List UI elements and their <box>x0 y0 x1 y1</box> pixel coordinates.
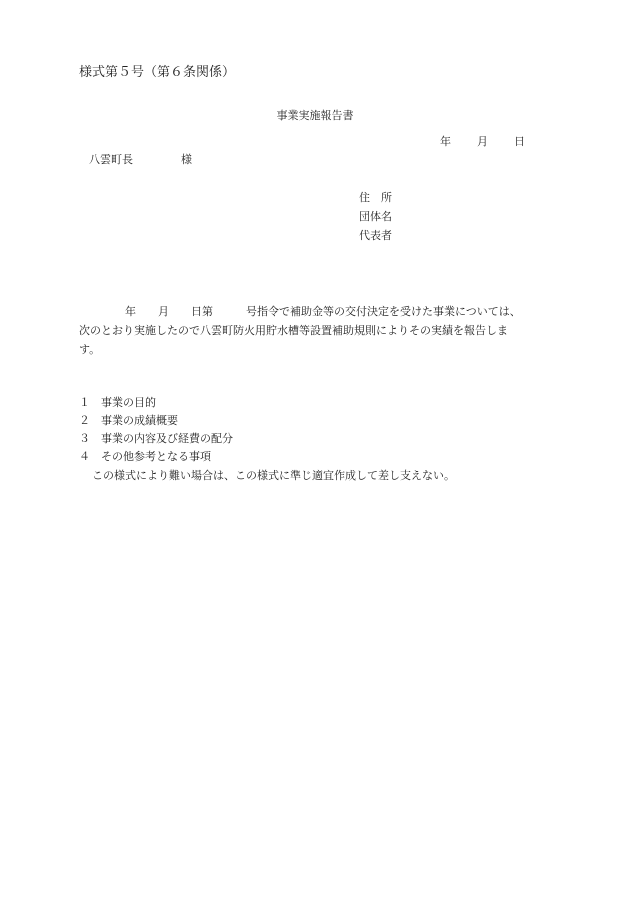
item-number: ３ <box>79 432 90 445</box>
list-item <box>79 450 211 464</box>
report-body <box>79 302 553 359</box>
form-number: 様式第５号（第６条関係） <box>79 65 236 80</box>
item-label: 事業の内容及び経費の配分 <box>101 432 233 445</box>
body-line-3: す。 <box>79 343 101 356</box>
addressee <box>89 153 192 167</box>
list-item <box>79 414 178 428</box>
item-number: ２ <box>79 414 90 427</box>
form-note: この様式により難い場合は、この様式に準じ適宜作成して差し支えない。 <box>92 469 455 482</box>
body-line-2: 次のとおり実施したので八雲町防火用貯水槽等設置補助規則によりその実績を報告しま <box>79 324 508 337</box>
list-item <box>79 432 233 446</box>
item-number: ４ <box>79 450 90 463</box>
item-label: 事業の成績概要 <box>101 414 178 427</box>
group-name-label: 団体名 <box>359 210 392 223</box>
date-line <box>440 135 525 149</box>
address-label: 住 所 <box>359 191 392 204</box>
item-label: 事業の目的 <box>101 396 156 409</box>
addressee-honorific: 様 <box>181 153 192 166</box>
document-title: 事業実施報告書 <box>276 109 354 122</box>
date-year: 年 <box>440 135 451 148</box>
date-month: 月 <box>477 135 488 148</box>
body-line-1: 年 月 日第 号指令で補助金等の交付決定を受けた事業については、 <box>125 305 521 318</box>
item-number: １ <box>79 396 90 409</box>
list-item <box>79 396 156 410</box>
date-day: 日 <box>514 135 525 148</box>
item-label: その他参考となる事項 <box>101 450 211 463</box>
addressee-name: 八雲町長 <box>89 153 133 166</box>
representative-label: 代表者 <box>359 229 392 242</box>
